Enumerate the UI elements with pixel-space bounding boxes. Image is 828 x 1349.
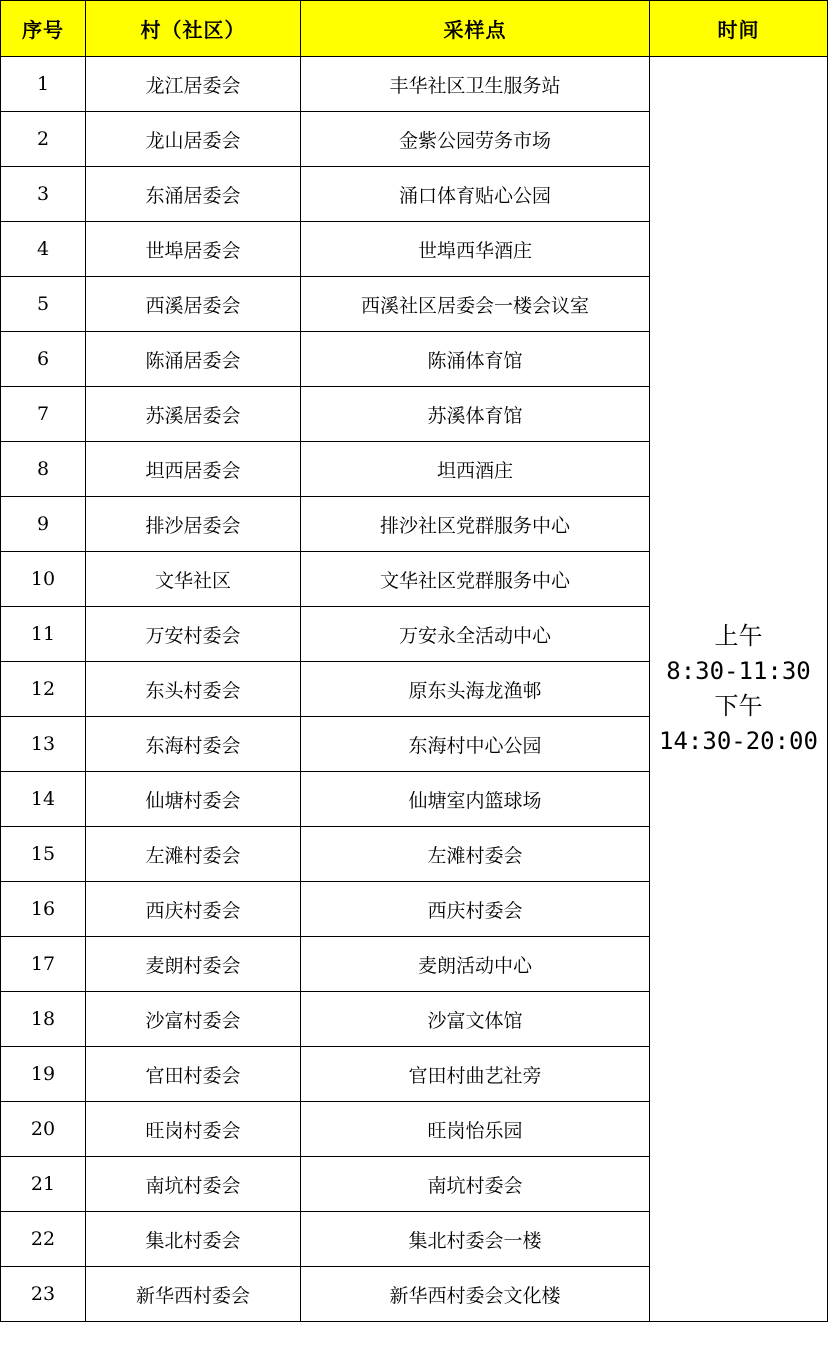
row-index: 22 (1, 1212, 86, 1267)
row-index: 16 (1, 882, 86, 937)
row-site: 旺岗怡乐园 (301, 1102, 650, 1157)
row-village: 西庆村委会 (86, 882, 301, 937)
row-village: 南坑村委会 (86, 1157, 301, 1212)
row-site: 仙塘室内篮球场 (301, 772, 650, 827)
row-village: 龙江居委会 (86, 57, 301, 112)
time-morning-hours: 8:30-11:30 (666, 657, 811, 685)
row-index: 21 (1, 1157, 86, 1212)
row-index: 23 (1, 1267, 86, 1322)
row-site: 集北村委会一楼 (301, 1212, 650, 1267)
row-site: 左滩村委会 (301, 827, 650, 882)
row-index: 10 (1, 552, 86, 607)
row-site: 丰华社区卫生服务站 (301, 57, 650, 112)
row-village: 麦朗村委会 (86, 937, 301, 992)
row-index: 3 (1, 167, 86, 222)
row-village: 新华西村委会 (86, 1267, 301, 1322)
row-village: 万安村委会 (86, 607, 301, 662)
row-index: 13 (1, 717, 86, 772)
row-index: 4 (1, 222, 86, 277)
row-site: 苏溪体育馆 (301, 387, 650, 442)
row-index: 15 (1, 827, 86, 882)
row-index: 5 (1, 277, 86, 332)
time-cell (650, 57, 828, 1322)
row-village: 沙富村委会 (86, 992, 301, 1047)
row-site: 官田村曲艺社旁 (301, 1047, 650, 1102)
row-village: 世埠居委会 (86, 222, 301, 277)
row-village: 东头村委会 (86, 662, 301, 717)
row-site: 新华西村委会文化楼 (301, 1267, 650, 1322)
row-site: 涌口体育贴心公园 (301, 167, 650, 222)
row-village: 西溪居委会 (86, 277, 301, 332)
table-body (1, 57, 828, 1322)
row-village: 坦西居委会 (86, 442, 301, 497)
row-village: 官田村委会 (86, 1047, 301, 1102)
time-afternoon-hours: 14:30-20:00 (659, 727, 818, 755)
row-index: 20 (1, 1102, 86, 1157)
time-afternoon-label: 下午 (714, 692, 763, 720)
row-site: 麦朗活动中心 (301, 937, 650, 992)
row-village: 左滩村委会 (86, 827, 301, 882)
row-village: 旺岗村委会 (86, 1102, 301, 1157)
header-site: 采样点 (301, 1, 650, 57)
row-site: 金紫公园劳务市场 (301, 112, 650, 167)
row-site: 排沙社区党群服务中心 (301, 497, 650, 552)
row-site: 西庆村委会 (301, 882, 650, 937)
row-index: 7 (1, 387, 86, 442)
row-site: 南坑村委会 (301, 1157, 650, 1212)
row-site: 陈涌体育馆 (301, 332, 650, 387)
row-index: 17 (1, 937, 86, 992)
header-time: 时间 (650, 1, 828, 57)
row-village: 苏溪居委会 (86, 387, 301, 442)
row-index: 14 (1, 772, 86, 827)
row-index: 9 (1, 497, 86, 552)
row-site: 文华社区党群服务中心 (301, 552, 650, 607)
row-village: 排沙居委会 (86, 497, 301, 552)
row-village: 集北村委会 (86, 1212, 301, 1267)
row-village: 陈涌居委会 (86, 332, 301, 387)
row-village: 仙塘村委会 (86, 772, 301, 827)
table-header (1, 1, 828, 57)
row-index: 8 (1, 442, 86, 497)
table-row (1, 57, 828, 112)
row-site: 坦西酒庄 (301, 442, 650, 497)
row-site: 西溪社区居委会一楼会议室 (301, 277, 650, 332)
row-index: 18 (1, 992, 86, 1047)
header-index: 序号 (1, 1, 86, 57)
row-village: 文华社区 (86, 552, 301, 607)
row-site: 万安永全活动中心 (301, 607, 650, 662)
header-row (1, 1, 828, 57)
row-index: 6 (1, 332, 86, 387)
row-index: 12 (1, 662, 86, 717)
row-village: 东涌居委会 (86, 167, 301, 222)
header-village: 村（社区） (86, 1, 301, 57)
row-site: 世埠西华酒庄 (301, 222, 650, 277)
row-village: 东海村委会 (86, 717, 301, 772)
row-index: 1 (1, 57, 86, 112)
row-site: 沙富文体馆 (301, 992, 650, 1047)
row-site: 东海村中心公园 (301, 717, 650, 772)
row-index: 11 (1, 607, 86, 662)
row-index: 2 (1, 112, 86, 167)
row-index: 19 (1, 1047, 86, 1102)
row-village: 龙山居委会 (86, 112, 301, 167)
row-site: 原东头海龙渔邨 (301, 662, 650, 717)
time-morning-label: 上午 (714, 622, 763, 650)
